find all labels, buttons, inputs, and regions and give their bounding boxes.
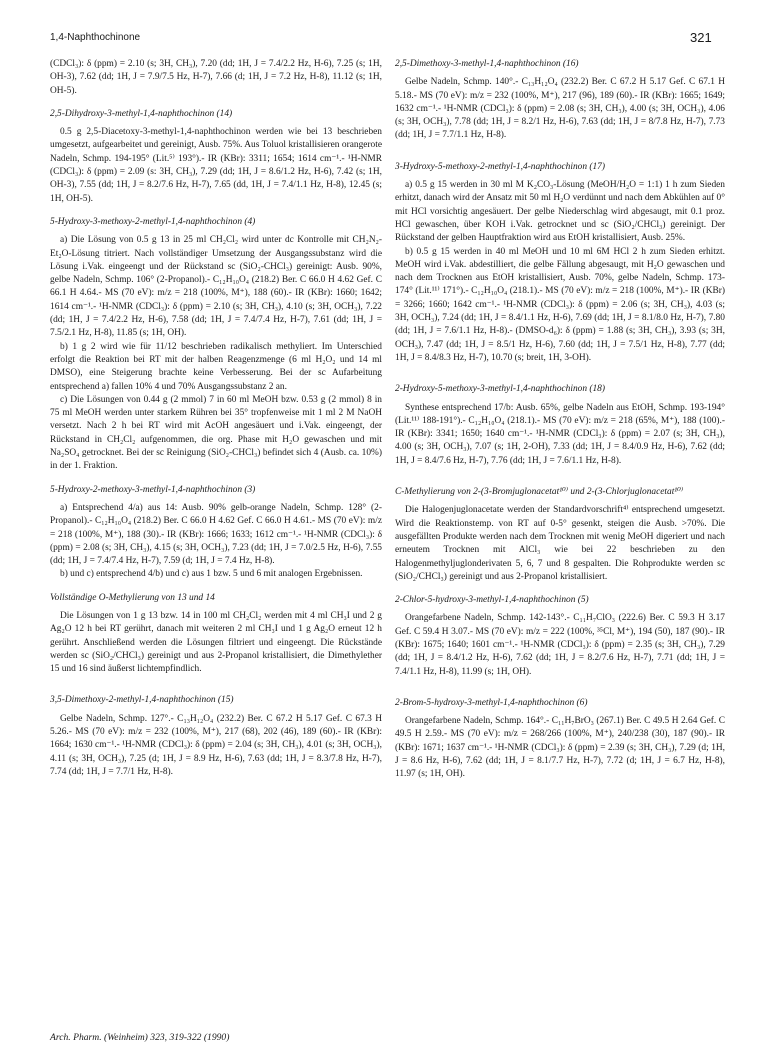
section-compound-14 [50, 108, 382, 206]
journal-citation-footer: Arch. Pharm. (Weinheim) 323, 319-322 (1990) [50, 1032, 230, 1043]
paragraph: a) 0.5 g 15 werden in 30 ml M K₂CO₃-Lösung (MeOH/H₂O = 1:1) 1 h zum Sieden erhitzt, danach wird der Ansatz mit 50 ml H₂O verdünnt und nach dem Abkühlen auf 0° mit HCl vorsichtig angesäuert. Der gelbe Niederschlag wird abgesaugt, mit 0.1 proz. HCl gewaschen, über KOH i.Vak. getrocknet und sc (SiO₂/CHCl₃) gereinigt. Der Rückstand der gelben Hauptfraktion wird aus EtOH kristallisiert, Ausb. 25%. [395, 180, 725, 244]
paragraph: 0.5 g 2,5-Diacetoxy-3-methyl-1,4-naphthochinon werden wie bei 13 beschrieben umgesetzt, aufgearbeitet und gereinigt, Ausb. 75%. Aus Toluol kristallisieren orangerote Nadeln, Schmp. 194-195° (Lit.⁵⁾ 193°).- IR (KBr): 3311; 1654; 1614 cm⁻¹.- ¹H-NMR (CDCl₃): δ (ppm) = 2.09 (s: 3H, CH₃), 7.29 (dd; 1H, J = 8.6/1.2 Hz, H-6), 7.42 (s; 1H, OH-3), 7.55 (dd; 1H, J = 8.2/7.6 Hz, H-7), 7.65 (dd, 1H, J = 7.4/1.1 Hz, H-8), 12.45 (s; 1H, OH-5). [50, 127, 382, 204]
section-heading: C-Methylierung von 2-(3-Bromjuglonacetat¹⁰⁾ und 2-(3-Chlorjuglonacetat¹⁰⁾ [395, 487, 684, 498]
paragraph: Orangefarbene Nadeln, Schmp. 142-143°.- C₁₁H₇ClO₃ (222.6) Ber. C 59.3 H 3.17 Gef. C 59.4 H 3.07.- MS (70 eV): m/z = 222 (100%, ³⁵Cl, M⁺), 194 (50), 187 (90).- IR (KBr): 1675; 1640; 1601 cm⁻¹.- ¹H-NMR (CDCl₃): δ (ppm) = 2.35 (s; 3H, CH₃), 7.29 (dd; 1H, J = 8.4/1.2 Hz, H-6), 7.62 (dd; 1H, J = 8.2/7.6 Hz, H-7), 7.71 (dd; 1H, J = 7.4/1.1 Hz, H-8), 11.99 (s; 1H, OH). [395, 613, 725, 677]
page-number: 321 [690, 30, 712, 45]
section-compound-15 [50, 694, 382, 779]
paragraph: Gelbe Nadeln, Schmp. 127°.- C₁₃H₁₂O₄ (232.2) Ber. C 67.2 H 5.17 Gef. C 67.3 H 5.26.- MS (70 eV): m/z = 232 (100%, M⁺), 217 (68), 202 (46), 189 (60).- IR (KBr): 1664; 1630 cm⁻¹.- ¹H-NMR (CDCl₃): δ (ppm) = 2.04 (s; 3H, CH₃), 4.01 (s; 3H, OCH₃), 4.11 (s; 3H, OCH₃), 7.25 (d; 1H, J = 8.9 Hz, H-6), 7.63 (dd; 1H, J = 8.3/7.8 Hz, H-7), 7.74 (dd; 1H, J = 7.7/1 Hz, H-8). [50, 713, 382, 777]
paragraph: Die Halogenjuglonacetate werden der Standardvorschrift⁴⁾ entsprechend umgesetzt. Wird die Reaktionstemp. von RT auf 0-5° gesenkt, steigen die Ausb. >70%. Die ausgefällten Produkte werden nach dem Trocknen mit wenig MeOH digeriert und nach erneutem Trocknen mit AlCl₃ wie bei 22 beschrieben zu den Halogenmethyljuglonderivaten 5, 6, 7 und 8 gespalten. Die Rohprodukte werden sc (SiO₂/CHCl₃) gereinigt und aus 2-Propanol kristallisiert. [395, 505, 725, 582]
section-compound-4 [50, 216, 382, 474]
section-heading: 2,5-Dimethoxy-3-methyl-1,4-naphthochinon (16) [395, 59, 579, 69]
paragraph: c) Die Lösungen von 0.44 g (2 mmol) 7 in 60 ml MeOH bzw. 0.53 g (2 mmol) 8 in 75 ml MeOH werden unter starkem Rühren bei 35° tropfenweise mit 1 ml 2 M NaOH versetzt. Nach 2 h bei RT wird mit AcOH angesäuert und i.Vak. eingeengt, der Rückstand in CH₂Cl₂ aufgenommen, die org. Phase mit H₂O gewaschen und mit Na₂SO₄ getrocknet. Bei der sc Reinigung (SiO₂-CHCl₃) befindet sich 4 (Ausb. ca. 10%) in der 1. Fraktion. [50, 394, 382, 472]
paragraph: Die Lösungen von 1 g 13 bzw. 14 in 100 ml CH₂Cl₂ werden mit 4 ml CH₃I und 2 g Ag₂O 12 h bei RT gerührt, danach mit weiteren 2 ml CH₃I und 1 g Ag₂O erneut 12 h gerührt. Anschließend werden die Lösungen filtriert und eingeengt. Die Rückstände werden sc (SiO₂/CHCl₃) gereinigt und aus 2-Propanol kristallisiert, die Dimethylether 15 und 16 sind äußerst lichtempfindlich. [50, 610, 382, 675]
section-compound-16 [395, 58, 725, 143]
section-o-methylation [50, 592, 382, 677]
section-nmr-continuation [50, 58, 382, 98]
section-heading: 2,5-Dihydroxy-3-methyl-1,4-naphthochinon (14) [50, 108, 233, 119]
section-heading: Vollständige O-Methylierung von 13 und 14 [50, 592, 215, 603]
paragraph: a) Die Lösung von 0.5 g 13 in 25 ml CH₂Cl₂ wird unter dc Kontrolle mit CH₂N₂-Et₂O-Lösung titriert. Nach vollständiger Umsetzung der Ausgangssubstanz wird die Lösung i.Vak. eingeengt und der Rückstand sc (SiO₂-CHCl₃) gereinigt: Ausb. 90%, gelbe Nadeln, Schmp. 106° (2-Propanol).- C₁₂H₁₀O₄ (218.2) Ber. C 66.0 H 4.62 Gef. C 66.1 H 4.64.- MS (70 eV): m/z = 218 (100%, M⁺), 188 (60).- IR (KBr): 1660; 1642; 1614 cm⁻¹.- ¹H-NMR (CDCl₃): δ (ppm) = 2.10 (s; 3H, CH₃), 4.10 (s; 3H, OCH₃), 7.22 (dd; 1H, J = 7.4/2.2 Hz, H-6), 7.58 (dd; 1H, J = 7.4/7.4 Hz, H-7), 7.61 (dd; 1H, J = 7.5/2.1 Hz, H-8), 11.85 (s; 1H, OH). [50, 235, 382, 339]
paragraph: b) 1 g 2 wird wie für 11/12 beschrieben radikalisch methyliert. Im Unterschied erfolgt die Reaktion bei RT mit der halben Reagenzmenge (6 ml H₂O₂ und 14 ml DMSO), eine Steigerung brachte keine Verbesserung. Bei der sc Aufarbeitung entsprechend a) fallen 10% 4 und 70% Ausgangssubstanz 2 an. [50, 341, 382, 392]
running-head: 1,4-Naphthochinone [50, 32, 141, 43]
section-heading: 2-Brom-5-hydroxy-3-methyl-1,4-naphthochinon (6) [395, 697, 588, 708]
section-compound-5 [395, 594, 725, 679]
paragraph: Orangefarbene Nadeln, Schmp. 164°.- C₁₁H₇BrO₃ (267.1) Ber. C 49.5 H 2.64 Gef. C 49.5 H 2.59.- MS (70 eV): m/z = 268/266 (100%, M⁺), 240/238 (30), 187 (90).- IR (KBr): 1671; 1637 cm⁻¹.- ¹H-NMR (CDCl₃): δ (ppm) = 2.39 (s; 3H, CH₃), 7.29 (d; 1H, J = 8.6 Hz, H-6), 7.62 (dd; 1H, J = 8.1/7.7 Hz, H-7), 7.72 (d; 1H, J = 6.7 Hz, H-8), 11.97 (s; 1H, OH). [395, 716, 725, 780]
section-heading: 2-Hydroxy-5-methoxy-3-methyl-1,4-naphthochinon (18) [395, 384, 605, 395]
paragraph: (CDCl₃): δ (ppm) = 2.10 (s; 3H, CH₃), 7.20 (dd; 1H, J = 7.4/2.2 Hz, H-6), 7.25 (s; 1H, OH-3), 7.62 (dd; 1H, J = 7.9/7.5 Hz, H-7), 7.66 (d; 1H, J = 7.2 Hz, H-8), 11.12 (s; 1H, OH-5). [50, 59, 382, 96]
section-heading: 2-Chlor-5-hydroxy-3-methyl-1,4-naphthochinon (5) [395, 595, 589, 606]
paragraph: Synthese entsprechend 17/b: Ausb. 65%, gelbe Nadeln aus EtOH, Schmp. 193-194° (Lit.¹¹⁾ 188-191°).- C₁₂H₁₀O₄ (218.1).- MS (70 eV): m/z = 218 (65%, M⁺), 188 (100).- IR (KBr): 3341; 1650; 1640 cm⁻¹.- ¹H-NMR (CDCl₃): δ (ppm) = 2.07 (s; 3H, CH₃), 4.00 (s; 3H, OCH₃), 7.07 (s; 1H, 2-OH), 7.33 (dd; 1H, J = 8.4/0.9 Hz, H-6), 7.62 (dd; 1H, J = 8.4/7.6 Hz, H-7), 7.76 (dd; 1H, J = 7.6/1.1 Hz, H-8). [395, 402, 725, 466]
section-compound-18 [395, 383, 725, 468]
section-heading: 3,5-Dimethoxy-2-methyl-1,4-naphthochinon (15) [50, 695, 234, 706]
section-heading: 3-Hydroxy-5-methoxy-2-methyl-1,4-naphthochinon (17) [395, 161, 605, 172]
right-column [395, 58, 725, 792]
section-compound-17 [395, 161, 725, 365]
section-heading: 5-Hydroxy-2-methoxy-3-methyl-1,4-naphthochinon (3) [50, 484, 256, 495]
paragraph: b) 0.5 g 15 werden in 40 ml MeOH und 10 ml 6M HCl 2 h zum Sieden erhitzt. MeOH wird i.Vak. abdestilliert, die gelbe Fällung abgesaugt, mit H₂O gewaschen und nach dem Trocknen aus EtOH kristallisiert, Ausb. 70%, gelbe Nadeln, Schmp. 173-174° (Lit.¹¹⁾ 171°).- C₁₂H₁₀O₄ (218.1).- MS (70 eV): m/z = 218 (100%, M⁺).- IR (KBr) = 3266; 1660; 1642 cm⁻¹.- ¹H-NMR (CDCl₃): δ (ppm) = 2.06 (s; 3H, CH₃), 4.03 (s; 3H, OCH₃), 7.24 (dd; 1H, J = 8.4/1.1 Hz, H-6), 7.69 (dd; 1H, J = 8.1/8.0 Hz, H-7), 7.80 (dd; 1H, J = 7.6/1.1 Hz, H-8).- (DMSO-d₆): δ (ppm) = 1.88 (s; 3H, CH₃), 3.93 (s; 3H, OCH₃), 7.47 (dd; 1H, J = 8.5/1 Hz, H-6), 7.60 (dd; 1H, J = 7.5/1 Hz, H-8), 7.77 (dd; 1H, J = 8.4/8.3 Hz, H-7), 10.70 (s; breit, 1H, 3-OH). [395, 246, 725, 363]
section-compound-6 [395, 697, 725, 782]
section-c-methylation [395, 486, 725, 584]
paragraph: b) und c) entsprechend 4/b) und c) aus 1 bzw. 5 und 6 mit analogen Ergebnissen. [60, 569, 363, 580]
paragraph: a) Entsprechend 4/a) aus 14: Ausb. 90% gelb-orange Nadeln, Schmp. 128° (2-Propanol).- C₁₂H₁₀O₄ (218.2) Ber. C 66.0 H 4.62 Gef. C 66.0 H 4.61.- MS (70 eV): m/z = 218 (100%, M⁺), 188 (30).- IR (KBr): 1666; 1633; 1612 cm⁻¹.- ¹H-NMR (CDCl₃): δ (ppm) = 2.08 (s; 3H, CH₃), 4.15 (s; 3H, OCH₃), 7.23 (dd; 1H, J = 7.0/2.5 Hz, H-6), 7.55 (dd; 1H, J = 7.4/7.4 Hz, H-7), 7.59 (d; 1H, J = 7.4 Hz, H-8). [50, 502, 382, 567]
paragraph: Gelbe Nadeln, Schmp. 140°.- C₁₃H₁₂O₄ (232.2) Ber. C 67.2 H 5.17 Gef. C 67.1 H 5.18.- MS (70 eV): m/z = 232 (100%, M⁺), 217 (96), 189 (60).- IR (KBr): 1665; 1649; 1632 cm⁻¹.- ¹H-NMR (CDCl₃): δ (ppm) = 2.08 (s; 3H, CH₃), 4.00 (s; 3H, OCH₃), 4.06 (s; 3H, OCH₃), 7.78 (dd; 1H, J = 8.2/1 Hz, H-6), 7.63 (dd; 1H, J = 8/7.8 Hz, H-7), 7.73 (dd; 1H, J = 7.7/1.1 Hz, H-8). [395, 77, 725, 141]
section-heading: 5-Hydroxy-3-methoxy-2-methyl-1,4-naphthochinon (4) [50, 216, 256, 227]
section-compound-3 [50, 484, 382, 582]
left-column [50, 58, 382, 789]
